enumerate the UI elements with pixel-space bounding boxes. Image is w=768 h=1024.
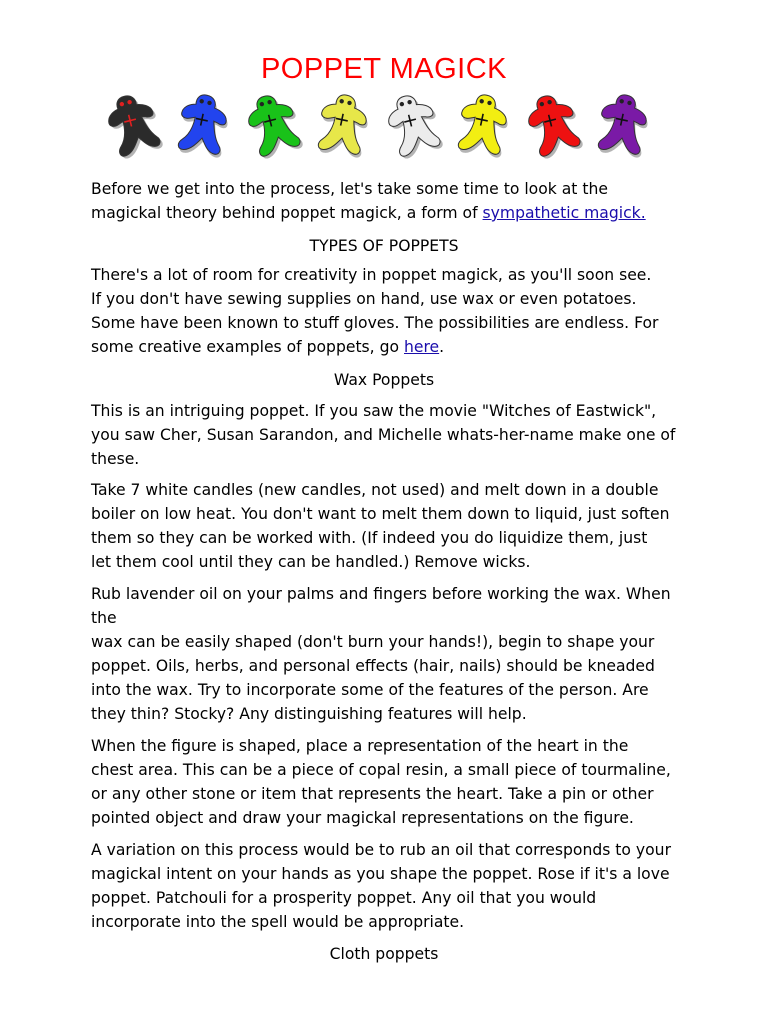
wax-line: poppet. Patchouli for a prosperity poppet. Any oil that you would	[91, 889, 597, 907]
types-line: There's a lot of room for creativity in poppet magick, as you'll soon see.	[91, 266, 652, 284]
wax-paragraph-4	[91, 734, 691, 830]
poppet-doll-icon	[384, 90, 445, 161]
wax-line: wax can be easily shaped (don't burn your hands!), begin to shape your	[91, 633, 655, 651]
wax-line: let them cool until they can be handled.) Remove wicks.	[91, 553, 531, 571]
poppet-doll-icon	[524, 90, 585, 161]
intro-line	[91, 201, 691, 225]
wax-line: boiler on low heat. You don't want to melt them down to liquid, just soften	[91, 505, 670, 523]
wax-line: chest area. This can be a piece of copal resin, a small piece of tourmaline,	[91, 761, 671, 779]
poppet-dolls-banner	[103, 86, 665, 172]
wax-line: magickal intent on your hands as you shape the poppet. Rose if it's a love	[91, 865, 670, 883]
wax-poppets-heading: Wax Poppets	[333, 371, 435, 389]
poppet-doll-icon	[174, 91, 233, 161]
types-line-end: .	[439, 338, 445, 356]
wax-line: you saw Cher, Susan Sarandon, and Michelle whats-her-name make one of	[91, 426, 676, 444]
wax-line: they thin? Stocky? Any distinguishing features will help.	[91, 705, 527, 723]
wax-line: into the wax. Try to incorporate some of the features of the person. Are	[91, 681, 649, 699]
types-line: Some have been known to stuff gloves. The possibilities are endless. For	[91, 314, 659, 332]
intro-line-text: magickal theory behind poppet magick, a form of	[91, 204, 483, 222]
wax-line: This is an intriguing poppet. If you saw the movie "Witches of Eastwick",	[91, 402, 657, 420]
poppet-doll-icon	[314, 91, 373, 161]
types-paragraph	[91, 263, 691, 359]
wax-line: these.	[91, 450, 140, 468]
here-link[interactable]: here	[404, 338, 440, 356]
wax-paragraph-3	[91, 582, 691, 726]
wax-paragraph-1	[91, 399, 691, 471]
intro-paragraph	[91, 177, 691, 225]
types-line-text: some creative examples of poppets, go	[91, 338, 404, 356]
page-title: POPPET MAGICK	[260, 53, 508, 85]
wax-line: incorporate into the spell would be appropriate.	[91, 913, 465, 931]
types-line: If you don't have sewing supplies on hand, use wax or even potatoes.	[91, 290, 637, 308]
sympathetic-magick-link[interactable]: sympathetic magick.	[482, 204, 646, 222]
wax-paragraph-5	[91, 838, 691, 934]
poppet-doll-icon	[594, 91, 653, 161]
wax-paragraph-2	[91, 478, 691, 574]
wax-line: or any other stone or item that represents the heart. Take a pin or other	[91, 785, 654, 803]
poppet-doll-icon	[454, 91, 513, 161]
wax-line: Rub lavender oil on your palms and fingers before working the wax. When	[91, 585, 671, 603]
wax-line: A variation on this process would be to rub an oil that corresponds to your	[91, 841, 671, 859]
wax-line: Take 7 white candles (new candles, not used) and melt down in a double	[91, 481, 659, 499]
poppet-doll-icon	[244, 90, 305, 161]
intro-line: Before we get into the process, let's take some time to look at the	[91, 180, 608, 198]
cloth-poppets-heading: Cloth poppets	[329, 945, 439, 963]
poppet-doll-icon	[104, 90, 165, 161]
types-heading: TYPES OF POPPETS	[309, 237, 459, 255]
wax-line: them so they can be worked with. (If indeed you do liquidize them, just	[91, 529, 648, 547]
wax-line: the	[91, 609, 117, 627]
wax-line: pointed object and draw your magickal representations on the figure.	[91, 809, 634, 827]
wax-line: poppet. Oils, herbs, and personal effects (hair, nails) should be kneaded	[91, 657, 655, 675]
wax-line: When the figure is shaped, place a representation of the heart in the	[91, 737, 629, 755]
types-line	[91, 335, 691, 359]
